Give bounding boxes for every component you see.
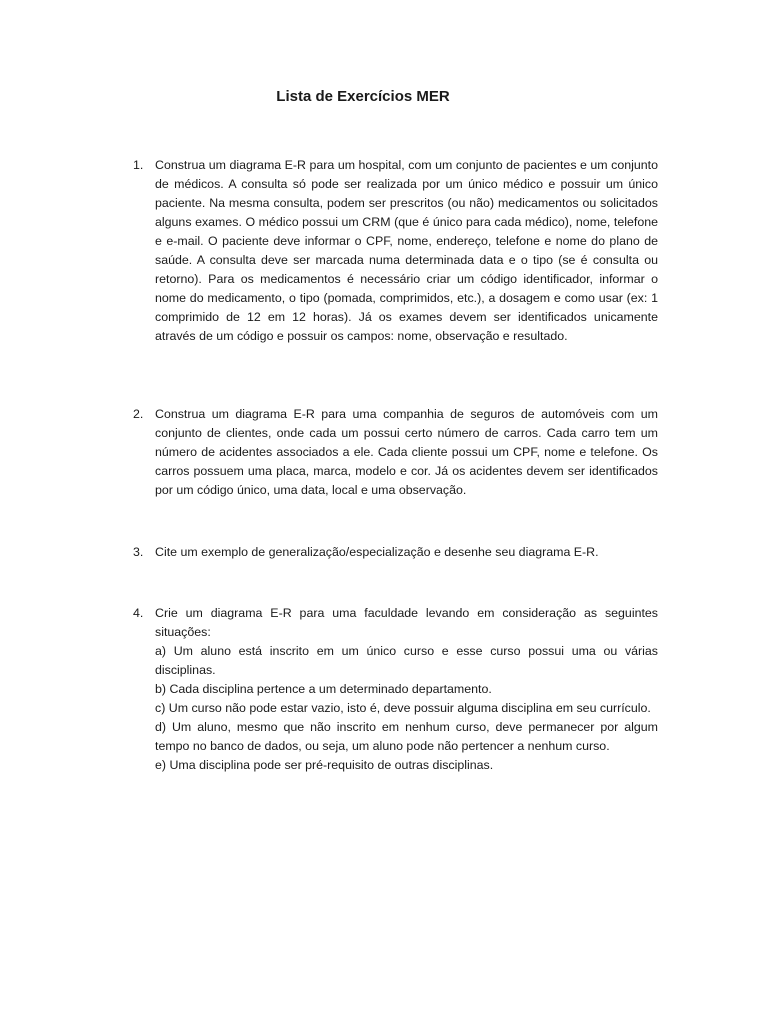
exercise-number: 3.	[133, 545, 144, 559]
exercise-item-c: c) Um curso não pode estar vazio, isto é, deve possuir alguma disciplina em seu currículo.	[155, 701, 651, 715]
exercise-item-a: a) Um aluno está inscrito em um único curso e esse curso possui uma ou várias disciplinas.	[155, 644, 658, 677]
exercise-paragraph: Cite um exemplo de generalização/especialização e desenhe seu diagrama E-R.	[155, 545, 599, 559]
exercise-number: 2.	[133, 407, 144, 421]
exercise-3	[133, 543, 658, 562]
exercise-text	[155, 405, 658, 500]
exercise-item-b: b) Cada disciplina pertence a um determinado departamento.	[155, 682, 492, 696]
exercise-1	[133, 156, 658, 346]
exercise-paragraph: Construa um diagrama E-R para uma companhia de seguros de automóveis com um conjunto de clientes, onde cada um possui certo número de carros. Cada carro tem um número de acidentes associados a ele. Cada cliente possui um CPF, nome e telefone. Os carros possuem uma placa, marca, modelo e cor. Já os acidentes devem ser identificados por um código único, uma data, local e uma observação.	[155, 407, 658, 497]
exercise-item-d: d) Um aluno, mesmo que não inscrito em nenhum curso, deve permanecer por algum tempo no banco de dados, ou seja, um aluno pode não pertencer a nenhum curso.	[155, 720, 658, 753]
exercise-text	[155, 604, 658, 775]
exercise-paragraph: Construa um diagrama E-R para um hospital, com um conjunto de pacientes e um conjunto de médicos. A consulta só pode ser realizada por um único médico e possuir um único paciente. Na mesma consulta, podem ser prescritos (ou não) medicamentos ou solicitados alguns exames. O médico possui um CRM (que é único para cada médico), nome, telefone e e-mail. O paciente deve informar o CPF, nome, endereço, telefone e nome do plano de saúde. A consulta deve ser marcada numa determinada data e o tipo (se é consulta ou retorno). Para os medicamentos é necessário criar um código identificador, informar o nome do medicamento, o tipo (pomada, comprimidos, etc.), a dosagem e como usar (ex: 1 comprimido de 12 em 12 horas). Já os exames devem ser identificados unicamente através de um código e possuir os campos: nome, observação e resultado.	[155, 158, 658, 343]
document-title: Lista de Exercícios MER	[276, 88, 450, 105]
exercise-paragraph: Crie um diagrama E-R para uma faculdade levando em consideração as seguintes situações:	[155, 606, 658, 639]
exercise-item-e: e) Uma disciplina pode ser pré-requisito de outras disciplinas.	[155, 758, 494, 772]
exercise-4	[133, 604, 658, 775]
exercise-text	[155, 543, 658, 562]
exercise-number: 1.	[133, 158, 144, 172]
exercise-text	[155, 156, 658, 346]
exercise-number: 4.	[133, 606, 144, 620]
exercise-2	[133, 405, 658, 500]
